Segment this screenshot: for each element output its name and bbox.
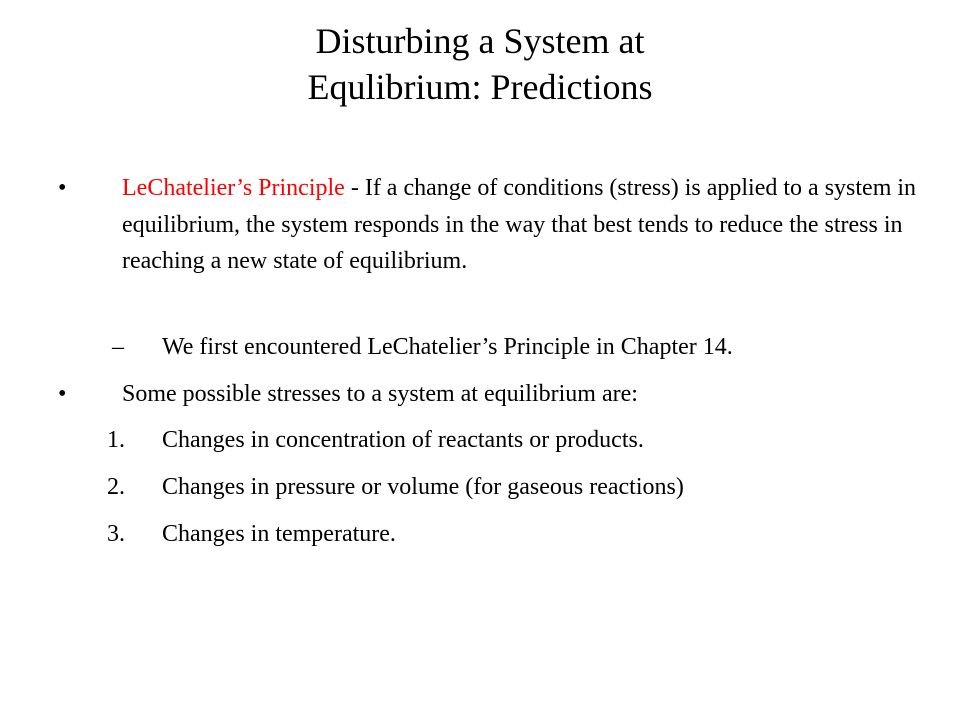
title-line-1: Disturbing a System at <box>315 21 645 61</box>
bullet-marker-1: • <box>58 175 67 201</box>
number-marker-1: 1. <box>107 427 125 453</box>
numbered-item-pressure: Changes in pressure or volume (for gaseous reactions) <box>162 474 684 500</box>
bullet-item-lechatelier <box>122 170 922 280</box>
number-marker-2: 2. <box>107 474 125 500</box>
bullet-marker-2: • <box>58 381 67 407</box>
principle-definition: - If a change of conditions (stress) is applied to a system in equilibrium, the system responds in the way that best tends to reduce the stress in reaching a new state of equilibrium. <box>122 175 917 274</box>
sub-item-chapter: We first encountered LeChatelier’s Principle in Chapter 14. <box>162 334 733 360</box>
title-line-2: Equlibrium: Predictions <box>307 67 653 107</box>
bullet-item-stresses: Some possible stresses to a system at equilibrium are: <box>122 381 638 407</box>
number-marker-3: 3. <box>107 521 125 547</box>
dash-marker: – <box>112 334 124 360</box>
numbered-item-concentration: Changes in concentration of reactants or products. <box>162 427 644 453</box>
principle-term: LeChatelier’s Principle <box>122 175 345 201</box>
numbered-item-temperature: Changes in temperature. <box>162 521 396 547</box>
